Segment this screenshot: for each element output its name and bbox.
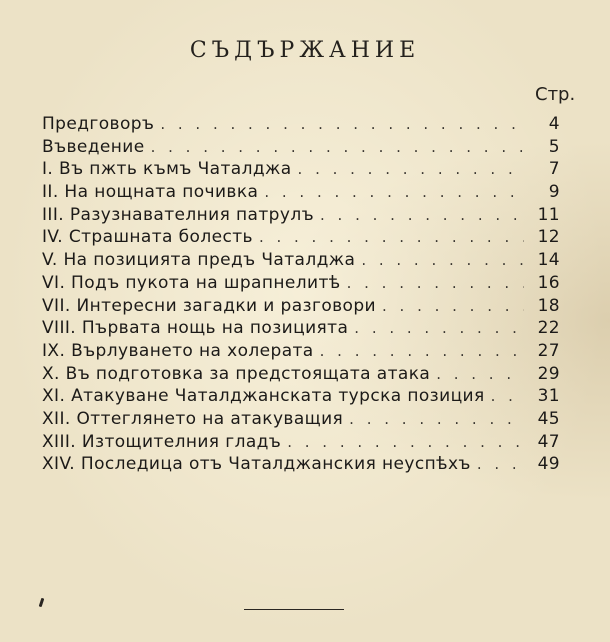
toc-entry-page: 9 bbox=[548, 182, 560, 203]
toc-entry-page: 12 bbox=[537, 227, 560, 248]
dot-leader bbox=[160, 113, 524, 136]
dot-leader bbox=[347, 272, 524, 295]
page-title: СЪДЪРЖАНИЕ bbox=[189, 38, 421, 63]
toc-entry bbox=[42, 431, 560, 454]
toc-entry-title: IV. Страшната болесть bbox=[42, 227, 253, 248]
toc-entry-page: 49 bbox=[537, 454, 560, 475]
toc-entry bbox=[42, 317, 560, 340]
toc-entry-page: 22 bbox=[537, 318, 560, 339]
toc-entry bbox=[42, 249, 560, 272]
dot-leader bbox=[264, 181, 524, 204]
toc-entry-title: VIII. Първата нощь на позицията bbox=[42, 318, 349, 339]
toc-entry bbox=[42, 340, 560, 363]
toc-entry-page: 16 bbox=[537, 272, 560, 293]
toc-entry-page: 47 bbox=[537, 431, 560, 452]
toc-entry-page: 5 bbox=[548, 136, 560, 157]
toc-entry-page: 14 bbox=[537, 250, 560, 271]
bottom-rule bbox=[244, 609, 344, 610]
toc-entry-page: 29 bbox=[537, 363, 560, 384]
toc-entry bbox=[42, 295, 560, 318]
toc-entry-page: 31 bbox=[537, 386, 560, 407]
toc-entry-page: 27 bbox=[537, 340, 560, 361]
toc-entry bbox=[42, 385, 560, 408]
toc-entry-page: 7 bbox=[548, 159, 560, 180]
toc-entry-title: XII. Оттеглянето на атакуващия bbox=[42, 408, 344, 429]
toc-entry bbox=[42, 113, 560, 136]
dot-leader bbox=[491, 385, 524, 408]
toc-entry bbox=[42, 136, 560, 159]
dot-leader bbox=[287, 431, 524, 454]
toc-entry bbox=[42, 363, 560, 386]
toc-entry-page: 45 bbox=[537, 408, 560, 429]
toc-entry-page: 11 bbox=[537, 204, 560, 225]
toc-entry-title: II. На нощната почивка bbox=[42, 182, 259, 203]
toc-entry-title: V. На позицията предъ Чаталджа bbox=[42, 250, 356, 271]
toc-entry-title: X. Въ подготовка за предстоящата атака bbox=[42, 363, 431, 384]
toc-entry-title: XI. Атакуване Чаталджанската турска позиция bbox=[42, 386, 485, 407]
toc-entry bbox=[42, 408, 560, 431]
toc-entry-page: 4 bbox=[548, 114, 560, 134]
toc-entry-page: 18 bbox=[537, 295, 560, 316]
dot-leader bbox=[354, 317, 524, 340]
toc-entry-title: III. Разузнавателния патрулъ bbox=[42, 204, 315, 225]
toc-entry-title: XIV. Последица отъ Чаталджанския неуспѣхъ bbox=[42, 454, 471, 475]
dot-leader bbox=[349, 408, 524, 431]
toc-entry-title: XIII. Изтощителния гладъ bbox=[42, 431, 282, 452]
toc-entry bbox=[42, 272, 560, 295]
dot-leader bbox=[298, 158, 524, 181]
toc-entry bbox=[42, 453, 560, 476]
dot-leader bbox=[477, 453, 524, 476]
toc-entry bbox=[42, 158, 560, 181]
ink-speck bbox=[39, 598, 45, 607]
toc-entry-title: Въведение bbox=[42, 136, 145, 157]
page-number-column-header: Стр. bbox=[535, 84, 576, 105]
dot-leader bbox=[320, 204, 524, 227]
toc-entry bbox=[42, 204, 560, 227]
toc-entry bbox=[42, 181, 560, 204]
toc-entry-title: VI. Подъ пукота на шрапнелитѣ bbox=[42, 272, 341, 293]
toc-entry-title: Предговоръ bbox=[42, 114, 155, 134]
toc-entry-title: I. Въ пжть къмъ Чаталджа bbox=[42, 159, 292, 180]
dot-leader bbox=[436, 363, 524, 386]
toc-entry-title: VII. Интересни загадки и разговори bbox=[42, 295, 376, 316]
dot-leader bbox=[259, 226, 524, 249]
dot-leader bbox=[151, 136, 524, 159]
toc-entry bbox=[42, 226, 560, 249]
toc-entry-title: IX. Върлуването на холерата bbox=[42, 340, 314, 361]
dot-leader bbox=[320, 340, 524, 363]
dot-leader bbox=[361, 249, 524, 272]
dot-leader bbox=[382, 295, 524, 318]
table-of-contents bbox=[42, 113, 560, 476]
